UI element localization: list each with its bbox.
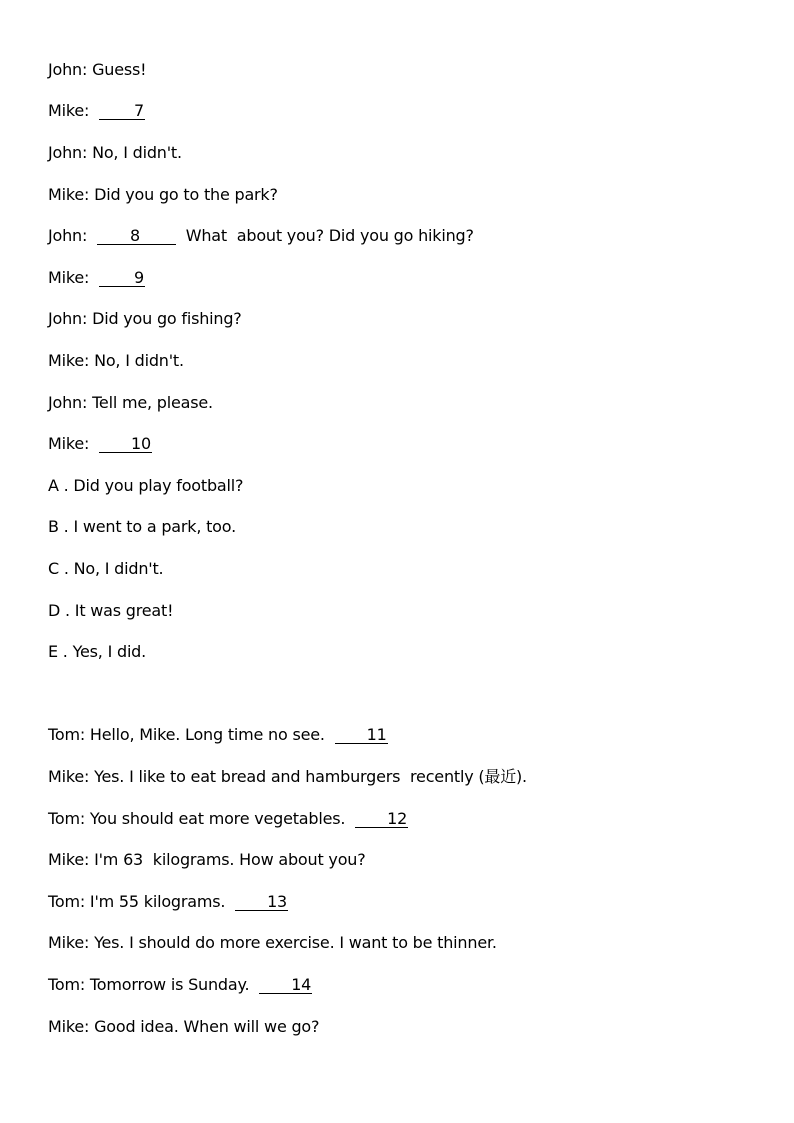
blank-number: 13 [267,892,288,911]
utterance: Tell me, please. [92,393,213,412]
dialogue1-line-1 [48,60,146,80]
dialogue2-line-8 [48,1017,319,1037]
speaker: Tom: [48,809,86,828]
utterance: Did you go to the park? [94,185,278,204]
dialogue1-line-8 [48,351,184,371]
dialogue1-line-5 [48,226,474,246]
utterance: Yes. I should do more exercise. I want to be thinner. [94,933,497,952]
utterance: No, I didn't. [92,143,182,162]
utterance: Did you go fishing? [92,309,242,328]
option-letter: A . [48,476,69,495]
answer-blank-10 [99,435,152,453]
speaker: Mike: [48,434,90,453]
utterance: I'm 63 kilograms. How about you? [94,850,366,869]
utterance: I'm 55 kilograms. [89,892,226,911]
speaker: John: [48,60,88,79]
speaker: Mike: [48,850,90,869]
blank-number: 7 [133,101,144,120]
answer-blank-11 [335,726,388,744]
option-c [48,559,163,579]
speaker: Mike: [48,1017,90,1036]
dialogue1-line-10 [48,434,152,454]
utterance: No, I didn't. [94,351,184,370]
dialogue2-line-7 [48,975,312,995]
speaker: Mike: [48,351,90,370]
utterance: Yes. I like to eat bread and hamburgers recently (最近). [94,767,527,786]
speaker: Mike: [48,767,90,786]
option-e [48,642,146,662]
dialogue2-line-5 [48,892,288,912]
option-letter: B . [48,517,69,536]
blank-number: 11 [366,725,387,744]
blank-number: 8 [129,226,140,245]
option-b [48,517,236,537]
dialogue1-line-6 [48,268,145,288]
speaker: John: [48,226,88,245]
utterance: Guess! [92,60,147,79]
speaker: Mike: [48,268,90,287]
dialogue1-line-9 [48,393,213,413]
utterance: What about you? Did you go hiking? [185,226,474,245]
speaker: Mike: [48,185,90,204]
blank-number: 14 [291,975,312,994]
speaker: Mike: [48,933,90,952]
option-d [48,601,173,621]
dialogue1-line-3 [48,143,182,163]
answer-blank-9 [99,269,145,287]
utterance: Tomorrow is Sunday. [89,975,250,994]
answer-blank-7 [99,102,145,120]
answer-blank-8 [97,227,176,245]
blank-number: 12 [387,809,408,828]
utterance: Hello, Mike. Long time no see. [89,725,325,744]
answer-blank-14 [259,976,312,994]
speaker: John: [48,393,88,412]
dialogue2-line-1 [48,725,388,745]
dialogue2-line-2 [48,767,527,787]
option-letter: E . [48,642,68,661]
blank-number: 10 [131,434,151,453]
option-letter: D . [48,601,70,620]
blank-number: 9 [133,268,144,287]
speaker: Mike: [48,101,90,120]
option-text: No, I didn't. [73,559,164,578]
option-text: It was great! [74,601,174,620]
utterance: Good idea. When will we go? [94,1017,320,1036]
speaker: Tom: [48,892,86,911]
dialogue2-line-3 [48,809,408,829]
option-text: Yes, I did. [72,642,147,661]
dialogue2-line-4 [48,850,366,870]
dialogue2-line-6 [48,933,497,953]
option-letter: C . [48,559,69,578]
speaker: John: [48,143,88,162]
dialogue1-line-7 [48,309,242,329]
speaker: John: [48,309,88,328]
answer-blank-13 [235,893,288,911]
answer-blank-12 [355,810,408,828]
option-text: I went to a park, too. [73,517,236,536]
dialogue1-line-4 [48,185,278,205]
dialogue1-line-2 [48,101,145,121]
speaker: Tom: [48,725,86,744]
speaker: Tom: [48,975,86,994]
option-text: Did you play football? [73,476,244,495]
option-a [48,476,243,496]
utterance: You should eat more vegetables. [89,809,346,828]
